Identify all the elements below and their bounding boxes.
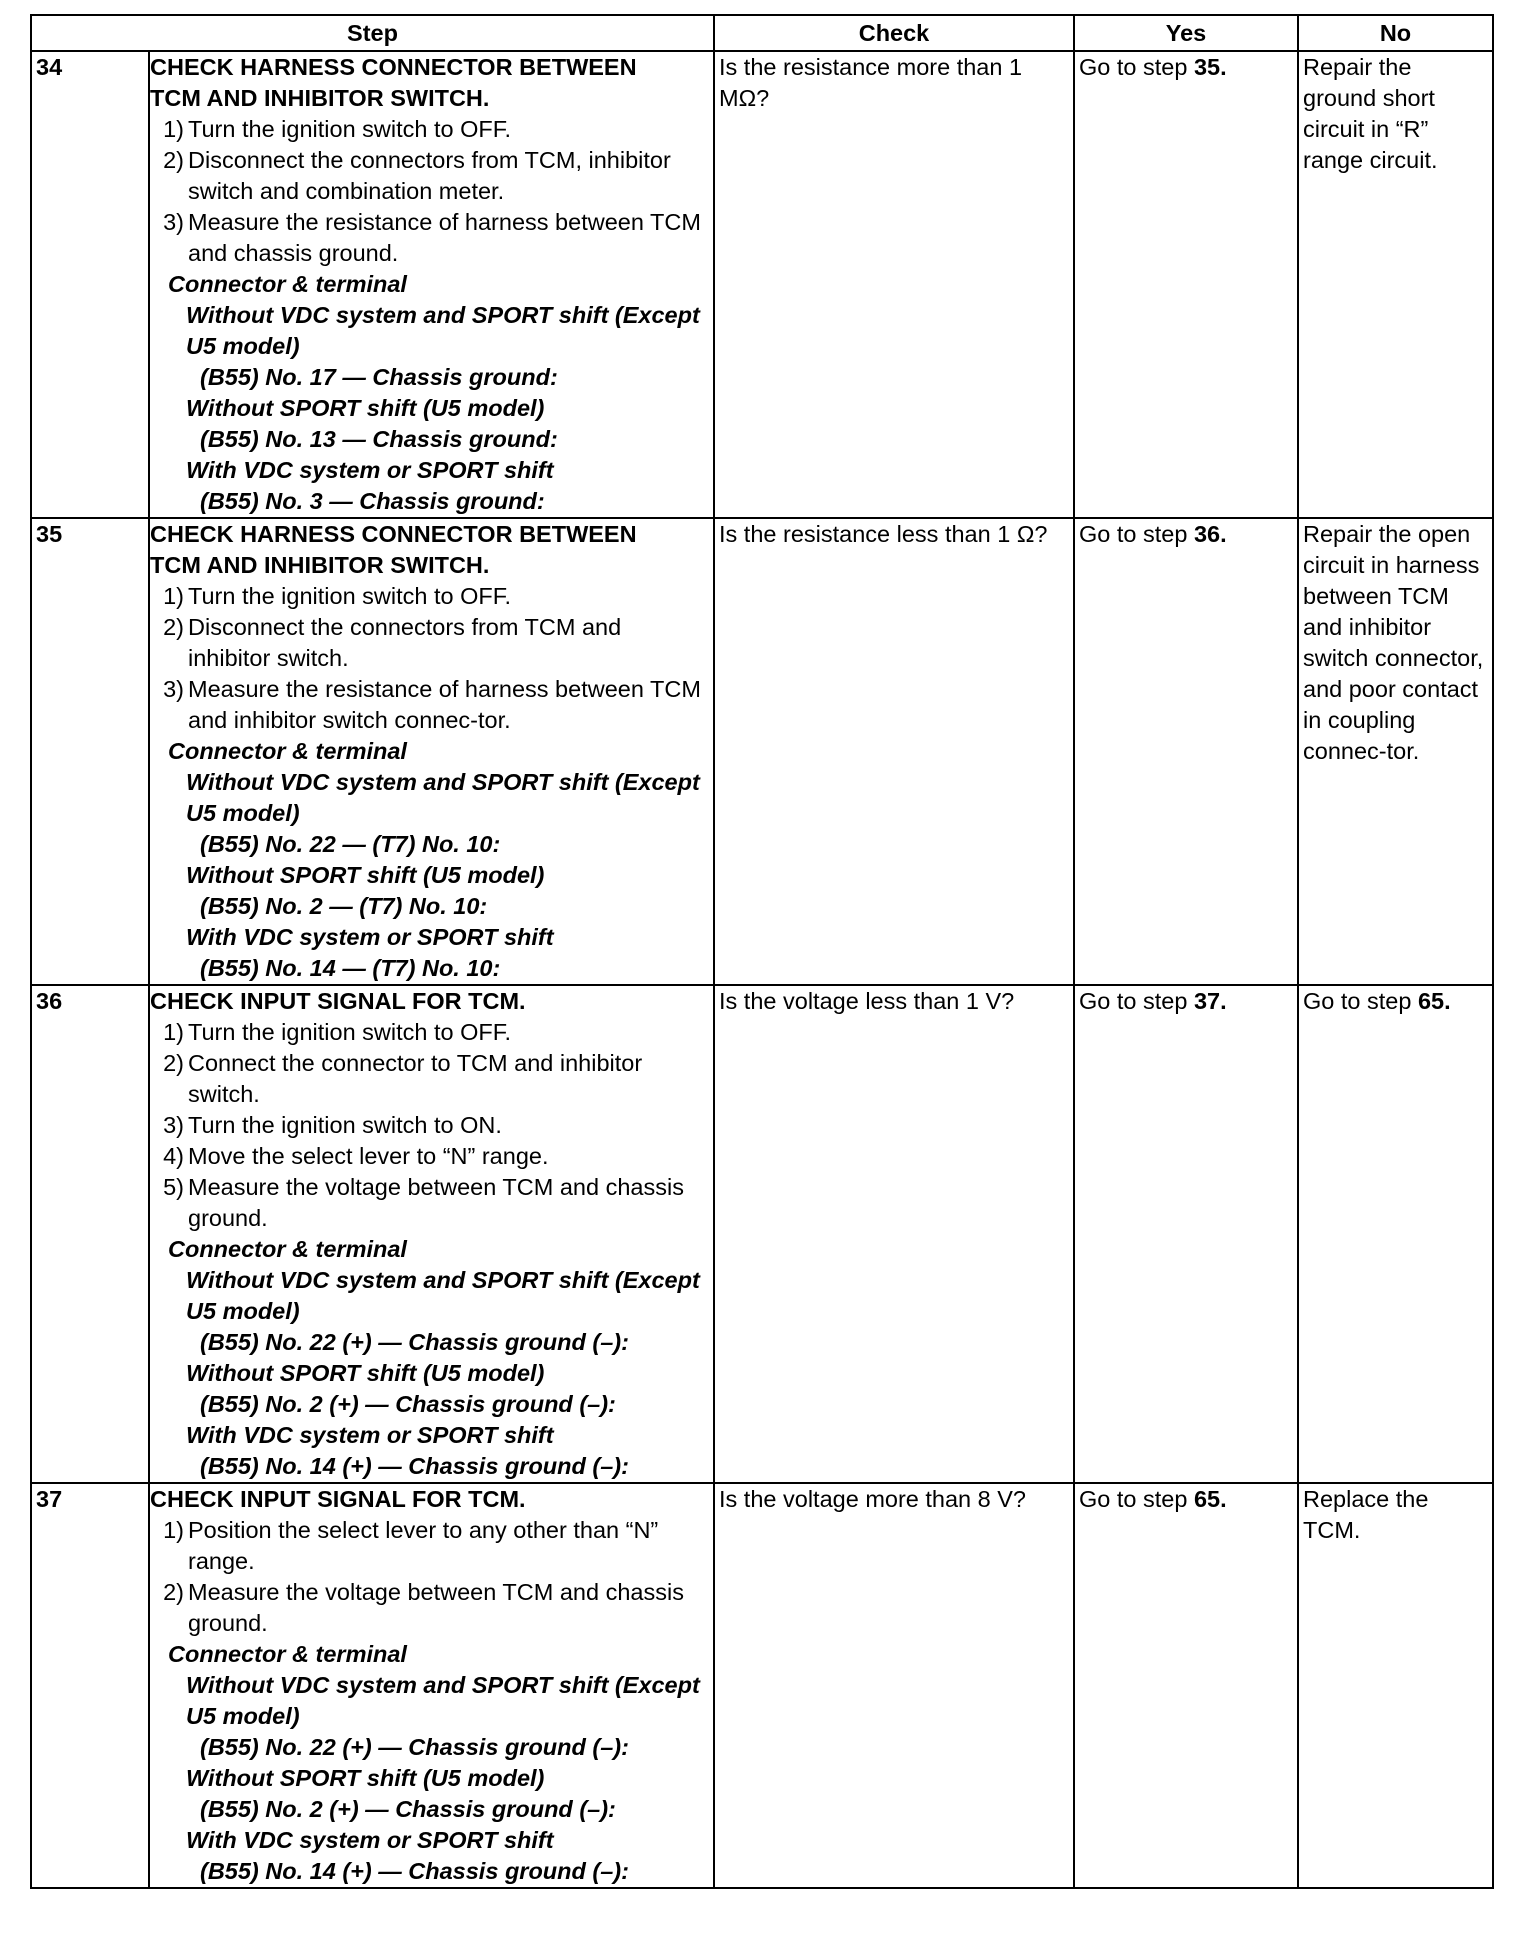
terminal-spec: (B55) No. 2 (+) — Chassis ground (–): [200, 1796, 616, 1822]
procedure-number: 3) [163, 209, 184, 235]
no-cell [1298, 1483, 1493, 1888]
no-text: Go to step [1303, 988, 1418, 1014]
connector-heading: Connector & terminal [168, 738, 407, 764]
header-step: Step [31, 15, 714, 51]
procedure-number: 2) [163, 1050, 184, 1076]
yes-step-number: 35. [1193, 54, 1227, 80]
procedure-text: Connect the connector to TCM and inhibitor switch. [188, 1050, 643, 1107]
terminal-spec: (B55) No. 22 (+) — Chassis ground (–): [200, 1734, 629, 1760]
step-content [149, 1483, 714, 1888]
procedure-number: 1) [163, 1517, 184, 1543]
no-text: Replace the TCM. [1303, 1486, 1429, 1543]
procedure-item [150, 1577, 709, 1639]
terminal-spec: (B55) No. 22 (+) — Chassis ground (–): [200, 1329, 629, 1355]
condition-label: Without VDC system and SPORT shift (Except U5 model) [186, 1267, 700, 1324]
procedure-number: 1) [163, 583, 184, 609]
step-title: CHECK INPUT SIGNAL FOR TCM. [150, 988, 526, 1014]
procedure-text: Disconnect the connectors from TCM, inhibitor switch and combination meter. [188, 147, 671, 204]
check-cell: Is the voltage less than 1 V? [714, 985, 1074, 1483]
no-step-number: 65. [1417, 988, 1451, 1014]
step-content [149, 985, 714, 1483]
terminal-spec: (B55) No. 22 — (T7) No. 10: [200, 831, 501, 857]
procedure-text: Measure the voltage between TCM and chassis ground. [188, 1174, 684, 1231]
procedure-text: Position the select lever to any other than “N” range. [188, 1517, 659, 1574]
check-cell: Is the resistance more than 1 MΩ? [714, 51, 1074, 518]
condition-label: With VDC system or SPORT shift [186, 457, 554, 483]
yes-step-number: 37. [1193, 988, 1227, 1014]
procedure-item [150, 145, 709, 207]
condition-label: Without SPORT shift (U5 model) [186, 1360, 545, 1386]
yes-cell [1074, 1483, 1298, 1888]
condition-label: Without VDC system and SPORT shift (Except U5 model) [186, 302, 700, 359]
step-title: CHECK INPUT SIGNAL FOR TCM. [150, 1486, 526, 1512]
step-title-line2: TCM AND INHIBITOR SWITCH. [150, 85, 490, 111]
condition-label: Without VDC system and SPORT shift (Except U5 model) [186, 769, 700, 826]
procedure-list [150, 114, 709, 269]
no-text: Repair the ground short circuit in “R” range circuit. [1303, 54, 1438, 173]
procedure-item [150, 1048, 709, 1110]
table-body [31, 51, 1493, 1888]
procedure-text: Measure the resistance of harness between TCM and chassis ground. [188, 209, 701, 266]
procedure-number: 3) [163, 1112, 184, 1138]
table-row [31, 518, 1493, 985]
procedure-number: 1) [163, 1019, 184, 1045]
terminal-spec: (B55) No. 2 (+) — Chassis ground (–): [200, 1391, 616, 1417]
step-content [149, 518, 714, 985]
procedure-text: Measure the resistance of harness between TCM and inhibitor switch connec-tor. [188, 676, 701, 733]
procedure-item [150, 581, 709, 612]
procedure-text: Turn the ignition switch to OFF. [188, 583, 512, 609]
condition-label: Without SPORT shift (U5 model) [186, 862, 545, 888]
procedure-item [150, 207, 709, 269]
header-row [31, 15, 1493, 51]
step-title-line2: TCM AND INHIBITOR SWITCH. [150, 552, 490, 578]
procedure-text: Measure the voltage between TCM and chassis ground. [188, 1579, 684, 1636]
header-check: Check [714, 15, 1074, 51]
step-number: 36 [31, 985, 149, 1483]
header-no: No [1298, 15, 1493, 51]
procedure-item [150, 1515, 709, 1577]
yes-text: Go to step [1079, 54, 1194, 80]
yes-cell [1074, 985, 1298, 1483]
condition-label: Without SPORT shift (U5 model) [186, 395, 545, 421]
terminal-spec: (B55) No. 2 — (T7) No. 10: [200, 893, 488, 919]
table-row [31, 985, 1493, 1483]
yes-text: Go to step [1079, 521, 1194, 547]
check-cell: Is the resistance less than 1 Ω? [714, 518, 1074, 985]
procedure-item [150, 612, 709, 674]
procedure-list [150, 581, 709, 736]
procedure-number: 3) [163, 676, 184, 702]
procedure-item [150, 674, 709, 736]
terminal-spec: (B55) No. 14 (+) — Chassis ground (–): [200, 1453, 629, 1479]
condition-label: Without VDC system and SPORT shift (Except U5 model) [186, 1672, 700, 1729]
table-row [31, 51, 1493, 518]
procedure-text: Turn the ignition switch to OFF. [188, 1019, 512, 1045]
terminal-spec: (B55) No. 17 — Chassis ground: [200, 364, 558, 390]
procedure-item [150, 1141, 709, 1172]
procedure-list [150, 1017, 709, 1234]
procedure-number: 5) [163, 1174, 184, 1200]
terminal-spec: (B55) No. 3 — Chassis ground: [200, 488, 545, 514]
procedure-text: Disconnect the connectors from TCM and inhibitor switch. [188, 614, 622, 671]
header-yes: Yes [1074, 15, 1298, 51]
terminal-spec: (B55) No. 14 — (T7) No. 10: [200, 955, 501, 981]
yes-cell [1074, 518, 1298, 985]
step-number: 35 [31, 518, 149, 985]
procedure-text: Turn the ignition switch to OFF. [188, 116, 512, 142]
procedure-number: 1) [163, 116, 184, 142]
yes-step-number: 36. [1193, 521, 1227, 547]
procedure-number: 4) [163, 1143, 184, 1169]
yes-text: Go to step [1079, 1486, 1194, 1512]
procedure-text: Move the select lever to “N” range. [188, 1143, 549, 1169]
condition-label: With VDC system or SPORT shift [186, 924, 554, 950]
procedure-item [150, 114, 709, 145]
step-number: 37 [31, 1483, 149, 1888]
connector-heading: Connector & terminal [168, 1641, 407, 1667]
diagnostic-table [30, 14, 1494, 1889]
procedure-number: 2) [163, 614, 184, 640]
step-title: CHECK HARNESS CONNECTOR BETWEEN [150, 54, 637, 80]
no-cell [1298, 985, 1493, 1483]
procedure-item [150, 1172, 709, 1234]
step-number: 34 [31, 51, 149, 518]
step-content [149, 51, 714, 518]
procedure-number: 2) [163, 1579, 184, 1605]
condition-label: With VDC system or SPORT shift [186, 1422, 554, 1448]
step-title: CHECK HARNESS CONNECTOR BETWEEN [150, 521, 637, 547]
procedure-list [150, 1515, 709, 1639]
yes-cell [1074, 51, 1298, 518]
no-text: Repair the open circuit in harness between TCM and inhibitor switch connector, and poor contact in coupling connec-tor. [1303, 521, 1484, 764]
no-cell [1298, 518, 1493, 985]
terminal-spec: (B55) No. 13 — Chassis ground: [200, 426, 558, 452]
condition-label: Without SPORT shift (U5 model) [186, 1765, 545, 1791]
yes-text: Go to step [1079, 988, 1194, 1014]
terminal-spec: (B55) No. 14 (+) — Chassis ground (–): [200, 1858, 629, 1884]
condition-label: With VDC system or SPORT shift [186, 1827, 554, 1853]
procedure-item [150, 1017, 709, 1048]
yes-step-number: 65. [1193, 1486, 1227, 1512]
connector-heading: Connector & terminal [168, 271, 407, 297]
check-cell: Is the voltage more than 8 V? [714, 1483, 1074, 1888]
procedure-number: 2) [163, 147, 184, 173]
no-cell [1298, 51, 1493, 518]
procedure-item [150, 1110, 709, 1141]
table-row [31, 1483, 1493, 1888]
procedure-text: Turn the ignition switch to ON. [188, 1112, 502, 1138]
connector-heading: Connector & terminal [168, 1236, 407, 1262]
